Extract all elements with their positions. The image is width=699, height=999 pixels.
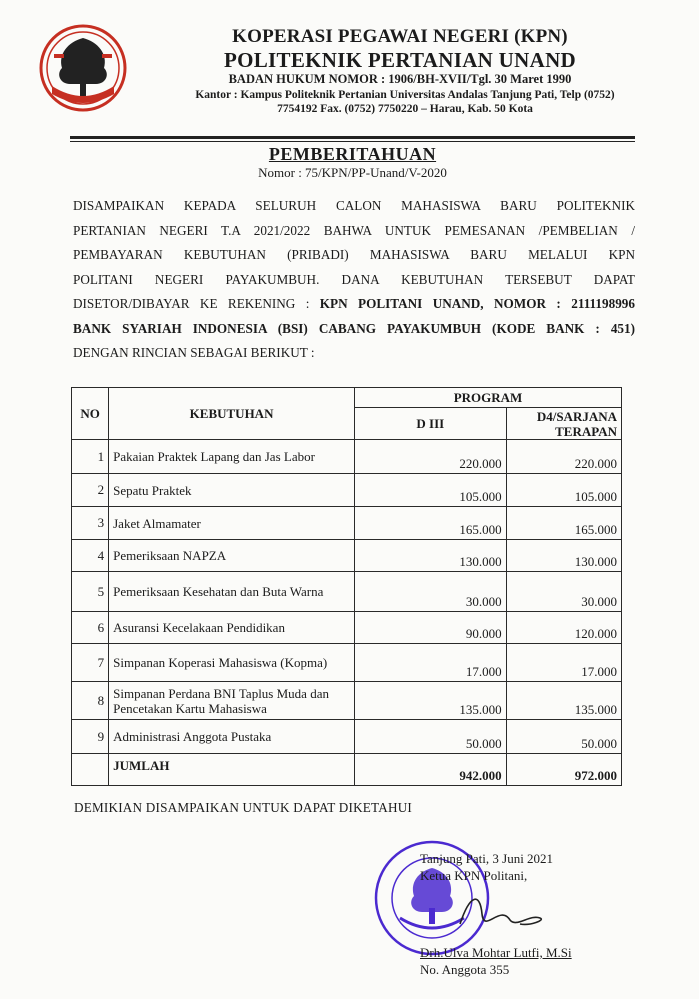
row-item: Simpanan Koperasi Mahasiswa (Kopma) — [109, 644, 355, 682]
table-row — [72, 474, 622, 507]
body-line: DISAMPAIKAN KEPADA SELURUH CALON MAHASISWA BARU POLITEKNIK — [73, 198, 635, 213]
signer-position: Ketua KPN Politani, — [420, 868, 528, 883]
row-item: Pemeriksaan NAPZA — [109, 540, 355, 572]
row-d4: 130.000 — [506, 540, 621, 572]
header-kebutuhan: KEBUTUHAN — [109, 388, 355, 440]
row-item: Pemeriksaan Kesehatan dan Buta Warna — [109, 572, 355, 612]
notice-number: Nomor : 75/KPN/PP-Unand/V-2020 — [258, 165, 447, 180]
body-line: PERTANIAN NEGERI T.A 2021/2022 BAHWA UNTUK PEMESANAN /PEMBELIAN / — [73, 222, 635, 238]
row-d3: 30.000 — [355, 572, 507, 612]
address-line2: 7754192 Fax. (0752) 7750220 – Harau, Kab. 50 Kota — [277, 103, 533, 115]
account-number: KPN POLITANI UNAND, NOMOR : 2111198996 — [319, 296, 635, 311]
place-date: Tanjung Pati, 3 Juni 2021 — [420, 851, 554, 866]
table-row — [72, 507, 622, 540]
row-d3: 135.000 — [355, 682, 507, 720]
total-no-cell — [72, 754, 109, 786]
row-d4: 165.000 — [506, 507, 621, 540]
org-name-line1: KOPERASI PEGAWAI NEGERI (KPN) — [232, 26, 568, 47]
table-row — [72, 720, 622, 754]
kpn-logo-icon — [38, 24, 128, 112]
body-line-details: DENGAN RINCIAN SEBAGAI BERIKUT : — [73, 345, 315, 360]
row-no: 1 — [72, 440, 109, 474]
body-line: PEMBAYARAN KEBUTUHAN (PRIBADI) MAHASISWA BARU MELALUI KPN — [73, 247, 635, 262]
header-divider-thin — [70, 141, 635, 142]
row-item: Sepatu Praktek — [109, 474, 355, 507]
row-item: Jaket Almamater — [109, 507, 355, 540]
row-d4: 220.000 — [506, 440, 621, 474]
account-prefix: DISETOR/DIBAYAR KE REKENING : — [73, 296, 320, 311]
row-d4: 17.000 — [506, 644, 621, 682]
badan-hukum: BADAN HUKUM NOMOR : 1906/BH-XVII/Tgl. 30 Maret 1990 — [228, 72, 572, 86]
notice-body — [73, 194, 635, 366]
header-divider — [70, 136, 635, 139]
row-d3: 50.000 — [355, 720, 507, 754]
office-address — [170, 88, 640, 116]
needs-table — [71, 387, 622, 786]
row-no: 5 — [72, 572, 109, 612]
row-d3: 90.000 — [355, 612, 507, 644]
header-d4: D4/SARJANA TERAPAN — [506, 408, 621, 440]
org-name-line2: POLITEKNIK PERTANIAN UNAND — [223, 48, 577, 72]
signer-name: Drh.Ulva Mohtar Lutfi, M.Si — [420, 945, 572, 960]
row-item: Administrasi Anggota Pustaka — [109, 720, 355, 754]
row-no: 4 — [72, 540, 109, 572]
table-row — [72, 682, 622, 720]
row-item: Pakaian Praktek Lapang dan Jas Labor — [109, 440, 355, 474]
table-row — [72, 440, 622, 474]
row-no: 6 — [72, 612, 109, 644]
table-row — [72, 612, 622, 644]
signer-member-no: No. Anggota 355 — [420, 962, 510, 977]
body-line: POLITANI NEGERI PAYAKUMBUH. DANA KEBUTUHAN TERSEBUT DAPAT — [73, 271, 635, 287]
header-program: PROGRAM — [355, 388, 622, 408]
row-d4: 50.000 — [506, 720, 621, 754]
row-no: 3 — [72, 507, 109, 540]
row-no: 2 — [72, 474, 109, 507]
row-d3: 220.000 — [355, 440, 507, 474]
table-total-row — [72, 754, 622, 786]
table-row — [72, 572, 622, 612]
closing-text: DEMIKIAN DISAMPAIKAN UNTUK DAPAT DIKETAHUI — [74, 800, 413, 815]
row-no: 8 — [72, 682, 109, 720]
row-d4: 105.000 — [506, 474, 621, 507]
row-d4: 135.000 — [506, 682, 621, 720]
total-label: JUMLAH — [109, 754, 355, 786]
signature-block — [420, 850, 640, 978]
table-row — [72, 540, 622, 572]
row-item: Simpanan Perdana BNI Taplus Muda dan Pencetakan Kartu Mahasiswa — [109, 682, 355, 720]
row-no: 9 — [72, 720, 109, 754]
header-no: NO — [72, 388, 109, 440]
row-item: Asuransi Kecelakaan Pendidikan — [109, 612, 355, 644]
total-d3: 942.000 — [355, 754, 507, 786]
row-d4: 30.000 — [506, 572, 621, 612]
address-line1: Kantor : Kampus Politeknik Pertanian Universitas Andalas Tanjung Pati, Telp (0752) — [195, 89, 615, 101]
handwritten-signature-icon — [420, 884, 570, 940]
row-d3: 17.000 — [355, 644, 507, 682]
notice-title: PEMBERITAHUAN — [268, 144, 437, 164]
row-d3: 165.000 — [355, 507, 507, 540]
row-d4: 120.000 — [506, 612, 621, 644]
total-d4: 972.000 — [506, 754, 621, 786]
bank-name: BANK SYARIAH INDONESIA (BSI) CABANG PAYAKUMBUH (KODE BANK : 451) — [73, 320, 635, 336]
body-line-account — [73, 292, 635, 317]
row-d3: 105.000 — [355, 474, 507, 507]
row-no: 7 — [72, 644, 109, 682]
row-d3: 130.000 — [355, 540, 507, 572]
header-d3: D III — [355, 408, 507, 440]
table-row — [72, 644, 622, 682]
